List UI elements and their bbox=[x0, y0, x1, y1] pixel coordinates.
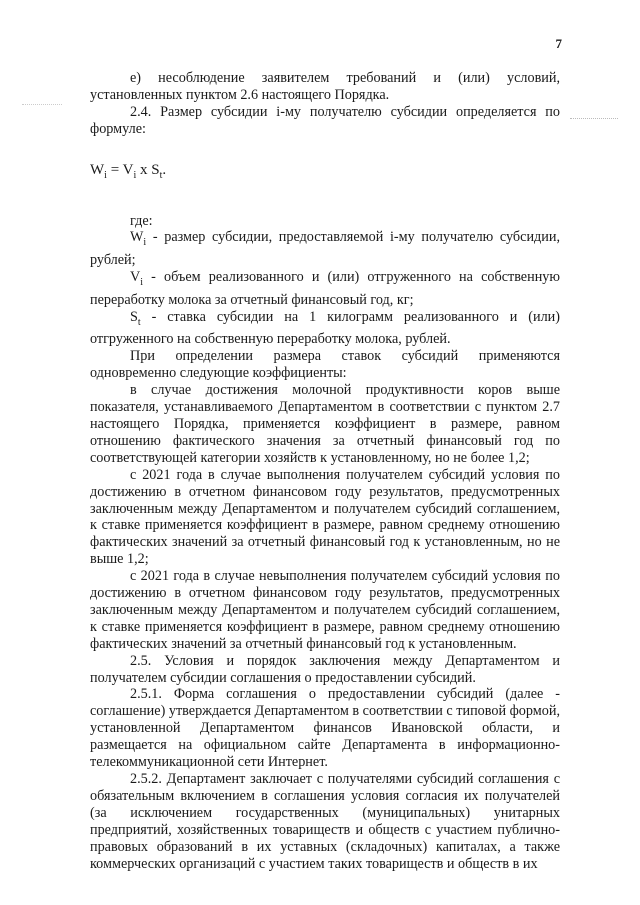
formula-s-sub: t bbox=[159, 169, 163, 181]
def-v-symbol: V bbox=[130, 269, 141, 286]
def-w-sub: i bbox=[143, 237, 147, 249]
paragraph-2-5: 2.5. Условия и порядок заключения между Департаментом и получателем субсидии соглашения о предоставлении субсидий. bbox=[90, 652, 560, 686]
def-s-sub: t bbox=[137, 316, 141, 328]
formula-w-sub: i bbox=[104, 169, 107, 181]
document-body bbox=[90, 70, 560, 872]
formula-x: x S bbox=[136, 161, 160, 178]
paragraph-productivity: в случае достижения молочной продуктивности коров выше показателя, устанавливаемого Департаментом в соответствии с пунктом 2.7 настоящего Порядка, применяется коэффициент в размере, равном отношению фактического значения за отчетный финансовый год по соответствующей категории хозяйств к установленному, но не более 1,2; bbox=[90, 382, 560, 466]
formula-eq: = V bbox=[106, 161, 134, 178]
paragraph-2-5-1: 2.5.1. Форма соглашения о предоставлении субсидий (далее - соглашение) утверждается Департаментом в соответствии с типовой формой, установленной Департаментом финансов Ивановской области, и размещается на официальном сайте Департамента в информационно-телекоммуникационной сети Интернет. bbox=[90, 686, 560, 771]
def-v-sub: i bbox=[140, 276, 144, 288]
formula-end: . bbox=[162, 161, 167, 178]
paragraph-coefficients: При определении размера ставок субсидий применяются одновременно следующие коэффициенты: bbox=[90, 348, 560, 382]
paragraph-2021-unfulfilled: с 2021 года в случае невыполнения получателем субсидий условия по достижению в отчетном финансовом году результатов, предусмотренных заключенным между Департаментом и получателем субсидий соглашением, к ставке применяется коэффициент в размере, равном среднему отношению фактических значений за отчетный финансовый год к установленным. bbox=[90, 568, 560, 652]
def-w-text: - размер субсидии, предоставляемой i-му получателю субсидии, рублей; bbox=[90, 229, 560, 269]
formula-v-sub: i bbox=[133, 169, 137, 181]
paragraph-2-4: 2.4. Размер субсидии i-му получателю субсидии определяется по формуле: bbox=[90, 103, 560, 137]
def-s-symbol: S bbox=[130, 308, 138, 325]
definition-s bbox=[90, 309, 560, 349]
paragraph-e: е) несоблюдение заявителем требований и (или) условий, установленных пунктом 2.6 настоящего Порядка. bbox=[90, 70, 560, 103]
scan-artifact bbox=[570, 118, 618, 120]
paragraph-2-5-2: 2.5.2. Департамент заключает с получателями субсидий соглашения с обязательным включением в соглашения условия согласия их получателей (за исключением государственных (муниципальных) унитарных предприятий, хозяйственных товариществ и обществ с участием публично-правовых образований в их уставных (складочных) капиталах, а также коммерческих организаций с участием таких товариществ и обществ в их bbox=[90, 771, 560, 872]
paragraph-2021-fulfilled: с 2021 года в случае выполнения получателем субсидий условия по достижению в отчетном финансовом году результатов, предусмотренных заключенным между Департаментом и получателем субсидий соглашением, к ставке применяется коэффициент в размере, равном среднему отношению фактических значений за отчетный финансовый год к установленным, но не выше 1,2; bbox=[90, 466, 560, 568]
formula-w: W bbox=[90, 161, 105, 178]
page-number: 7 bbox=[555, 36, 562, 51]
paragraph-where: где: bbox=[130, 212, 153, 229]
def-v-text: - объем реализованного и (или) отгруженного на собственную переработку молока за отчетный финансовый год, кг; bbox=[90, 269, 560, 308]
definition-w bbox=[90, 229, 560, 269]
def-w-symbol: W bbox=[130, 229, 144, 246]
subsidy-formula bbox=[90, 162, 560, 185]
scan-artifact bbox=[22, 104, 62, 106]
def-s-text: - ставка субсидии на 1 килограмм реализованного и (или) отгруженного на собственную переработку молока, рублей. bbox=[90, 308, 560, 348]
definition-v bbox=[90, 269, 560, 309]
